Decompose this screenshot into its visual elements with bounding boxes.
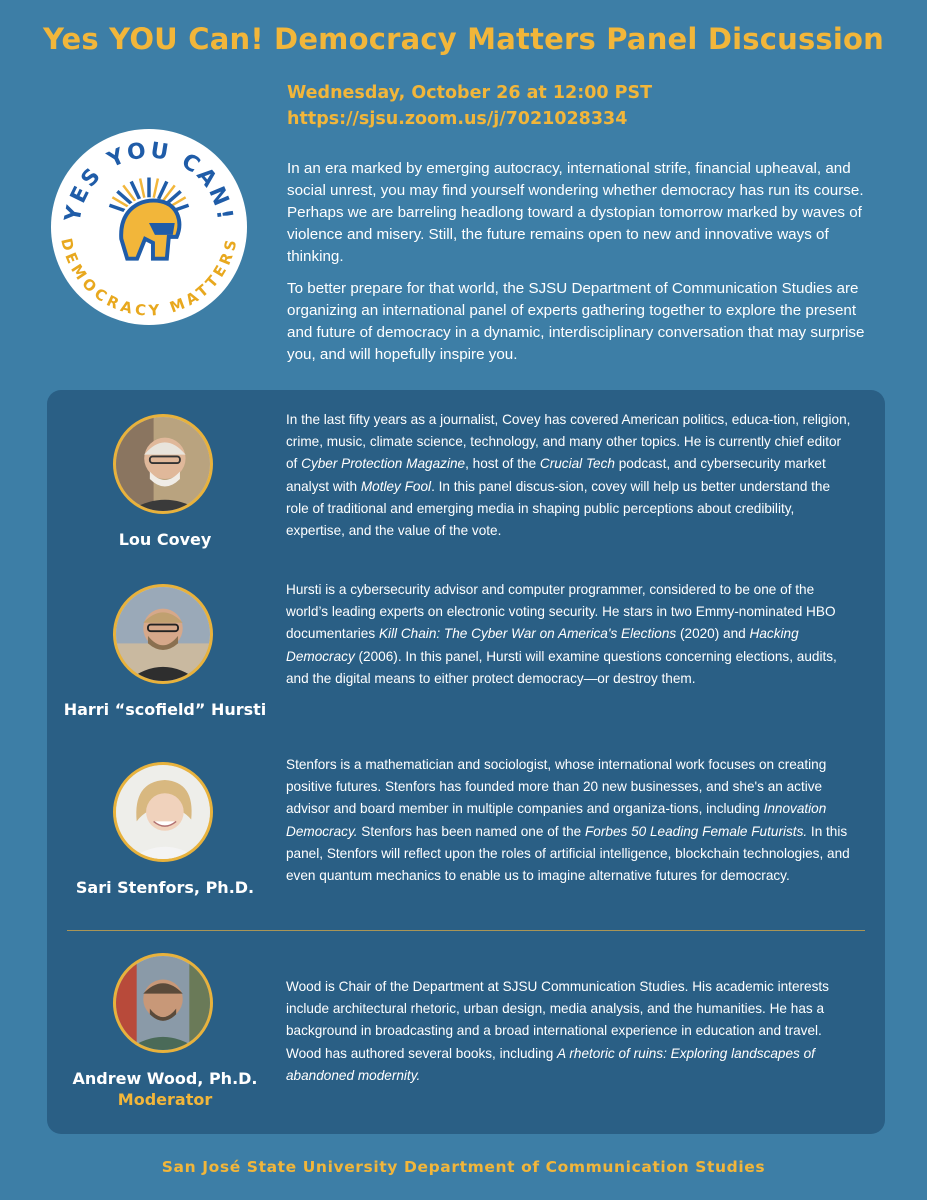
bio-italic-title: A rhetoric of ruins: Exploring landscapes of abandoned modernity. [286,1045,815,1083]
speaker-name: Sari Stenfors, Ph.D. [75,878,255,897]
moderator-name: Andrew Wood, Ph.D. [72,1069,258,1088]
bio-italic-title: Forbes 50 Leading Female Futurists. [585,823,808,839]
moderator-role: Moderator [117,1090,213,1109]
logo-bottom-text: DEMOCRACY MATTERS [57,236,241,320]
bio-text: Stenfors is a mathematician and sociologist, whose international work focuses on creating positive futures. Stenfors has founded more than 20 new businesses, and she's an active advisor and board member in multiple companies and organiza-tions, including [286,757,827,817]
event-info [287,80,652,132]
bio-italic-title: Innovation Democracy. [286,801,827,839]
event-date-time: Wednesday, October 26 at 12:00 PST [287,83,653,103]
zoom-link[interactable]: https://sjsu.zoom.us/j/7021028334 [287,109,628,129]
speaker-bio [286,754,856,887]
speaker-photo-hursti [113,584,213,684]
bio-italic-title: Crucial Tech [539,456,615,472]
intro-paragraph: In an era marked by emerging autocracy, international strife, financial upheaval, and social unrest, you may find yourself wondering whether democracy has run its course. Perhaps we are barreling headlong toward a dystopian tomorrow marked by waves of violence and misery. Still, the future remains open to new and innovative ways of thinking. [287,160,864,265]
speaker-bio [286,579,856,690]
speaker-photo-covey [113,414,213,514]
bio-text: Stenfors has been named one of the [357,823,585,839]
logo-top-text: YES YOU CAN! [60,138,238,225]
speaker-photo-stenfors [113,762,213,862]
bio-italic-title: Cyber Protection Magazine [301,456,466,472]
speaker-bio [286,409,856,542]
moderator-divider [67,930,865,931]
intro-text [287,158,877,376]
intro-paragraph: To better prepare for that world, the SJSU Department of Communication Studies are organizing an international panel of experts gathering together to explore the present and future of democracy in a dynamic, interdisciplinary conversation that may surprise you, and will hopefully inspire you. [287,280,865,363]
bio-italic-title: Hacking Democracy [286,626,799,664]
bio-text: Wood is Chair of the Department at SJSU Communication Studies. His academic interests include architectural rhetoric, urban design, media analysis, and the humanities. He has a background in broadcasting and a broad international experience in education and travel. Wood has authored several books, including [286,979,829,1061]
footer-department: San José State University Department of Communication Studies [161,1158,766,1176]
bio-text: In the last fifty years as a journalist, Covey has covered American politics, educa-tion, religion, crime, music, climate science, technology, and many other topics. He is currently chief editor of [286,412,851,472]
bio-text: (2020) and [676,626,750,642]
speaker-name [47,1068,283,1110]
speaker-name: Lou Covey [118,530,212,549]
bio-text: (2006). In this panel, Hursti will examine questions concerning elections, audits, and the digital means to either protect democracy—or destroy them. [286,648,837,686]
page-title: Yes YOU Can! Democracy Matters Panel Discussion [43,22,884,56]
bio-text: . In this panel discus-sion, covey will help us better understand the role of traditional and emerging media in shaping public perceptions about credibility, expertise, and the value of the vote. [286,478,831,539]
speaker-name: Harri “scofield” Hursti [63,700,267,719]
speakers-panel [47,390,885,1134]
speaker-bio [286,976,856,1087]
speaker-photo-wood [113,953,213,1053]
bio-text: podcast, and cybersecurity market analyst with [286,456,826,494]
yes-you-can-logo [50,128,248,326]
bio-text: In this panel, Stenfors will reflect upon the roles of artificial intelligence, blockchain technologies, and even quantum mechanics to enable us to imagine alternative futures for democracy. [286,823,850,884]
bio-italic-title: Motley Fool [360,478,432,494]
bio-italic-title: Kill Chain: The Cyber War on America's Elections [378,626,677,642]
bio-text: , host of the [465,456,540,472]
bio-text: Hursti is a cybersecurity advisor and computer programmer, considered to be one of the world’s leading experts on electronic voting security. He stars in two Emmy-nominated HBO documentaries [286,582,836,642]
